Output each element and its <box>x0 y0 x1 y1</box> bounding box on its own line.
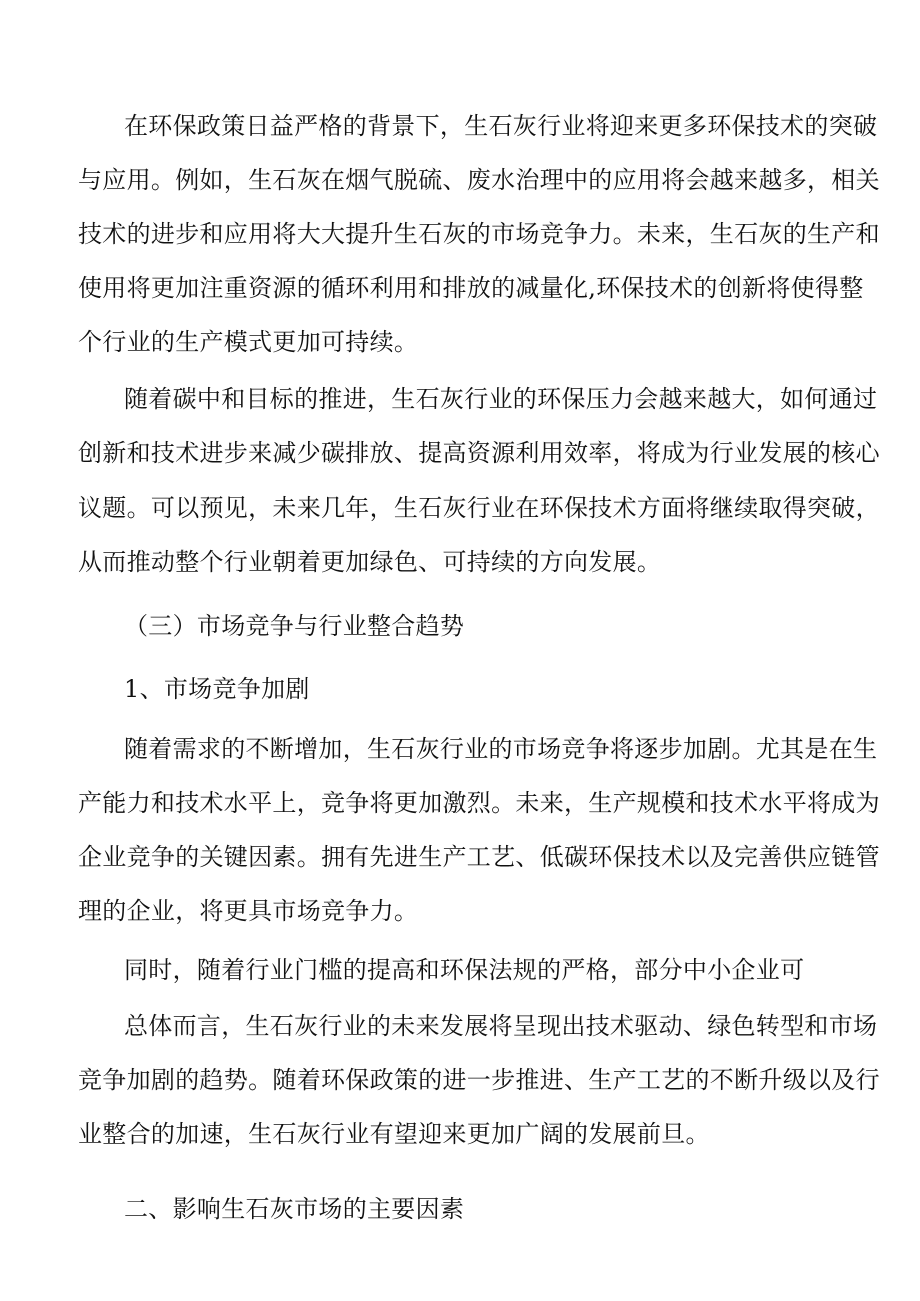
paragraph-3-line-4: 理的企业，将更具市场竞争力。 <box>78 897 419 925</box>
paragraph-3-line-2: 产能力和技术水平上，竞争将更加激烈。未来，生产规模和技术水平将成为 <box>78 789 880 817</box>
paragraph-1-line-5: 个行业的生产模式更加可持续。 <box>78 328 419 356</box>
paragraph-3-line-1: 随着需求的不断增加，生石灰行业的市场竞争将逐步加剧。尤其是在生 <box>124 735 878 763</box>
chapter-heading: 二、影响生石灰市场的主要因素 <box>124 1195 465 1223</box>
paragraph-2-line-2: 创新和技术进步来减少碳排放、提高资源利用效率，将成为行业发展的核心 <box>78 439 880 467</box>
paragraph-4-line-1: 同时，随着行业门槛的提高和环保法规的严格，部分中小企业可 <box>124 956 805 984</box>
paragraph-1-line-4: 使用将更加注重资源的循环利用和排放的减量化,环保技术的创新将使得整 <box>78 274 864 302</box>
paragraph-1-line-1: 在环保政策日益严格的背景下，生石灰行业将迎来更多环保技术的突破 <box>124 112 878 140</box>
paragraph-3-line-3: 企业竞争的关键因素。拥有先进生产工艺、低碳环保技术以及完善供应链管 <box>78 843 880 871</box>
paragraph-5-line-1: 总体而言，生石灰行业的未来发展将呈现出技术驱动、绿色转型和市场 <box>124 1012 878 1040</box>
paragraph-5-line-2: 竞争加剧的趋势。随着环保政策的进一步推进、生产工艺的不断升级以及行 <box>78 1066 880 1094</box>
section-heading: （三）市场竞争与行业整合趋势 <box>124 612 465 640</box>
subsection-heading: 1、市场竞争加剧 <box>124 675 310 703</box>
paragraph-2-line-4: 从而推动整个行业朝着更加绿色、可持续的方向发展。 <box>78 548 662 576</box>
paragraph-1-line-2: 与应用。例如，生石灰在烟气脱硫、废水治理中的应用将会越来越多，相关 <box>78 166 880 194</box>
paragraph-2-line-3: 议题。可以预见，未来几年，生石灰行业在环保技术方面将继续取得突破， <box>78 494 880 522</box>
paragraph-5-line-3: 业整合的加速，生石灰行业有望迎来更加广阔的发展前旦。 <box>78 1120 710 1148</box>
paragraph-2-line-1: 随着碳中和目标的推进，生石灰行业的环保压力会越来越大，如何通过 <box>124 385 878 413</box>
paragraph-1-line-3: 技术的进步和应用将大大提升生石灰的市场竞争力。未来，生石灰的生产和 <box>78 220 880 248</box>
